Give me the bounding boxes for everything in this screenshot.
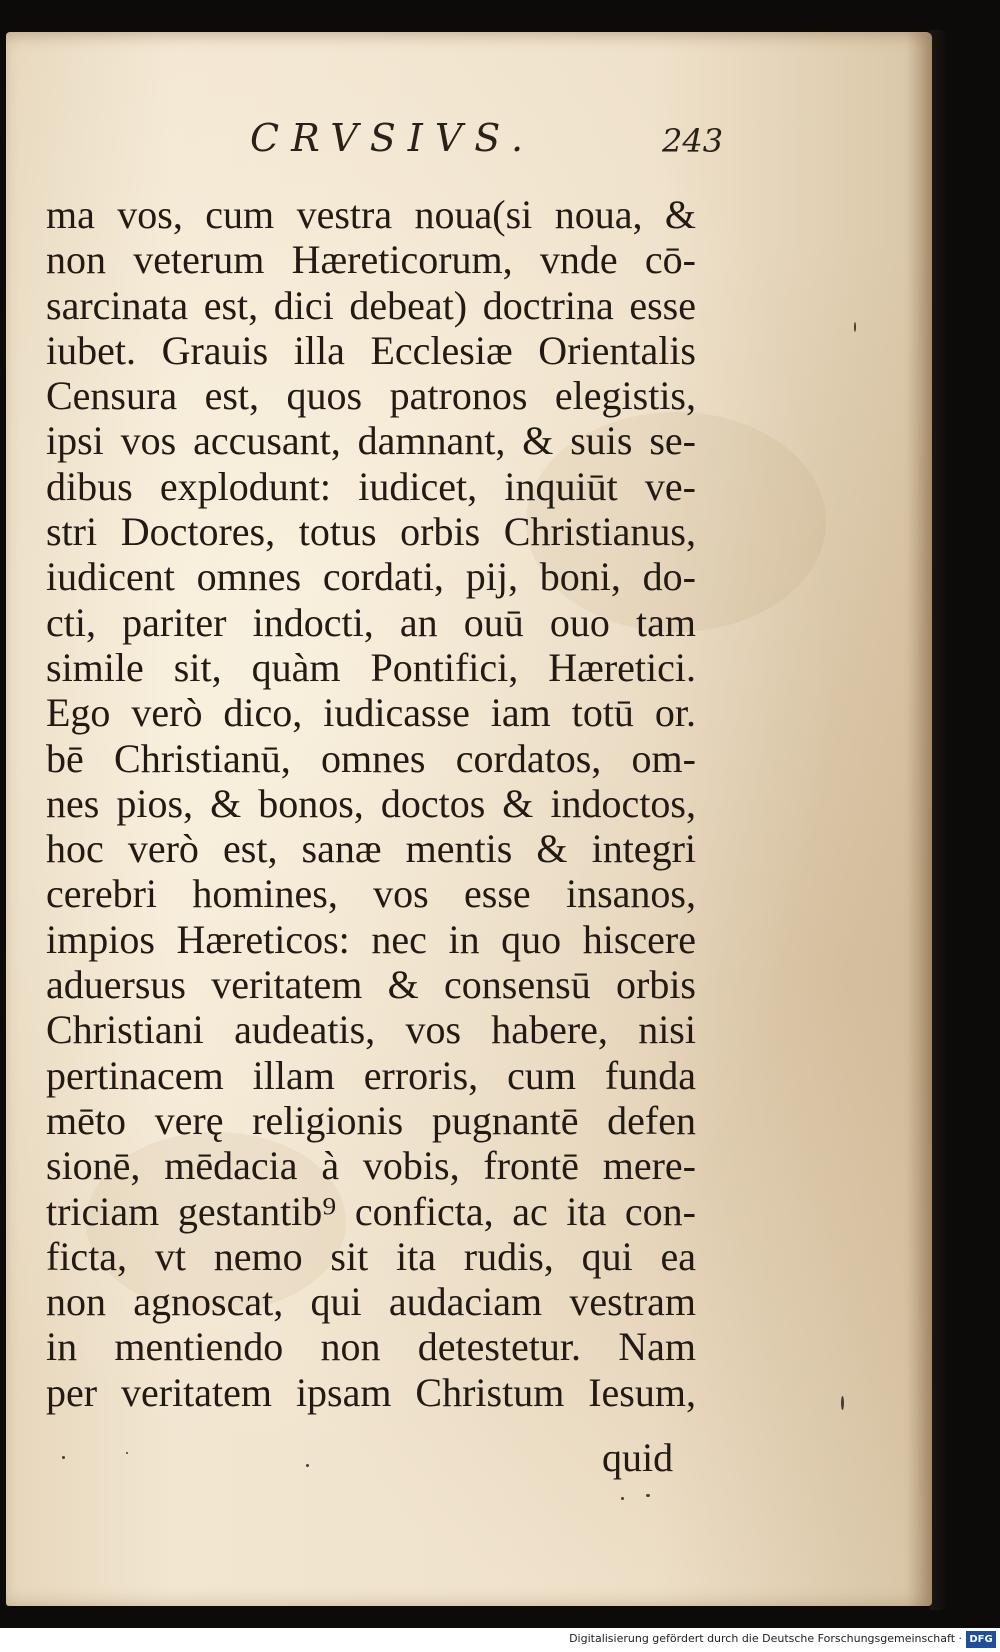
text-line: Censura est, quos patronos elegistis, (46, 373, 696, 419)
catchword: quid (602, 1435, 674, 1480)
book-edge-shadow (930, 30, 948, 1610)
text-line: ficta, vt nemo sit ita rudis, qui ea (46, 1233, 696, 1279)
text-line: Ego verò dico, iudicasse iam totū or. (46, 690, 696, 736)
text-line: cerebri homines, vos esse insanos, (46, 871, 696, 917)
text-line: bē Christianū, omnes cordatos, om- (46, 735, 696, 781)
body-text (46, 192, 696, 1415)
ink-speck (126, 1452, 128, 1454)
text-line: nes pios, & bonos, doctos & indoctos, (46, 780, 696, 826)
page-edge-shading (906, 32, 932, 1606)
digitization-credit: Digitalisierung gefördert durch die Deutsche Forschungsgemeinschaft · (569, 1632, 962, 1645)
ink-speck (854, 322, 856, 332)
text-line: sarcinata est, dici debeat) doctrina esse (46, 282, 696, 328)
text-line: impios Hæreticos: nec in quo hiscere (46, 916, 696, 962)
text-line: ma vos, cum vestra noua(si noua, & (46, 192, 696, 237)
dfg-logo-icon: DFG (966, 1631, 996, 1648)
text-line: stri Doctores, totus orbis Christianus, (46, 509, 696, 555)
running-head (6, 116, 932, 166)
text-line: hoc verò est, sanæ mentis & integri (46, 826, 696, 872)
text-line: simile sit, quàm Pontifici, Hæretici. (46, 644, 696, 690)
ink-speck (646, 1494, 650, 1497)
text-line: in mentiendo non detestetur. Nam (46, 1324, 696, 1370)
text-line: iubet. Grauis illa Ecclesiæ Orientalis (46, 327, 696, 373)
text-line: pertinacem illam erroris, cum funda (46, 1052, 696, 1098)
text-line: cti, pariter indocti, an ouū ouo tam (46, 599, 696, 645)
text-line: sionē, mēdacia à vobis, frontē mere- (46, 1143, 696, 1189)
text-line: per veritatem ipsam Christum Iesum, (46, 1369, 696, 1415)
text-line: aduersus veritatem & consensū orbis (46, 962, 696, 1008)
book-page (6, 32, 932, 1606)
footer-strip (0, 1628, 1000, 1652)
text-line: iudicent omnes cordati, pij, boni, do- (46, 554, 696, 600)
page-number: 243 (662, 122, 724, 160)
text-line: ipsi vos accusant, damnant, & suis se- (46, 418, 696, 464)
ink-speck (62, 1456, 65, 1459)
running-title: CRVSIVS. (250, 116, 536, 160)
text-line: non veterum Hæreticorum, vnde cō- (46, 237, 696, 283)
text-line: triciam gestantib⁹ conficta, ac ita con- (46, 1188, 696, 1234)
ink-speck (306, 1464, 309, 1467)
text-line: non agnoscat, qui audaciam vestram (46, 1279, 696, 1325)
ink-speck (621, 1497, 624, 1500)
ink-speck (841, 1396, 844, 1410)
text-line: Christiani audeatis, vos habere, nisi (46, 1007, 696, 1053)
text-line: mēto verę religionis pugnantē defen (46, 1097, 696, 1143)
text-line: dibus explodunt: iudicet, inquiūt ve- (46, 463, 696, 509)
